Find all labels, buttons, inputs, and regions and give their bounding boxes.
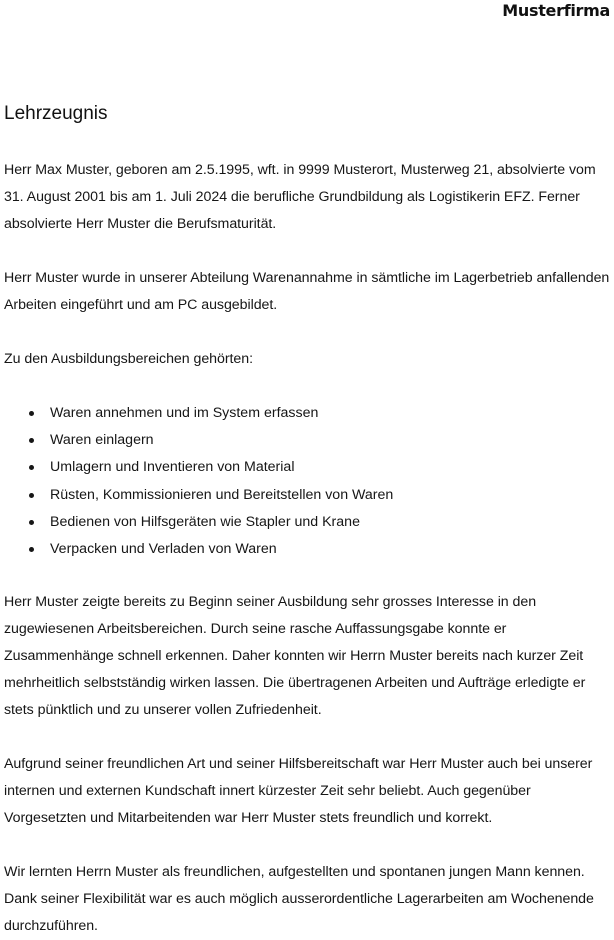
bullet-icon [29, 438, 34, 443]
company-name: Musterfirma [502, 1, 610, 20]
bullet-icon [29, 547, 34, 552]
list-item [4, 454, 604, 481]
bullet-icon [29, 520, 34, 525]
training-areas-list [4, 400, 604, 563]
bullet-icon [29, 411, 34, 416]
list-item-label: Verpacken und Verladen von Waren [50, 540, 277, 557]
paragraph-performance: Herr Muster zeigte bereits zu Beginn seiner Ausbildung sehr grosses Interesse in den zugewiesenen Arbeitsbereichen. Durch seine rasche Auffassungsgabe konnte er Zusammenhänge schnell erkennen. Daher konnten wir Herrn Muster bereits nach kurzer Zeit mehrheitlich selbstständig wirken lassen. Die übertragenen Arbeiten und Aufträge erledigte er stets pünktlich und zu unserer vollen Zufriedenheit. [4, 594, 586, 718]
paragraph-training-areas-intro: Zu den Ausbildungsbereichen gehörten: [4, 351, 253, 367]
paragraph-behaviour: Aufgrund seiner freundlichen Art und seiner Hilfsbereitschaft war Herr Muster auch bei unserer internen und externen Kundschaft innert kürzester Zeit sehr beliebt. Auch gegenüber Vorgesetzten und Mitarbeitenden war Herr Muster stets freundlich und korrekt. [4, 756, 593, 826]
list-item-label: Umlagern und Inventieren von Material [50, 459, 295, 476]
paragraph-department: Herr Muster wurde in unserer Abteilung Warenannahme in sämtliche im Lagerbetrieb anfallenden Arbeiten eingeführt und am PC ausgebildet. [4, 270, 610, 313]
list-item [4, 509, 604, 536]
paragraph-personality: Wir lernten Herrn Muster als freundlichen, aufgestellten und spontanen jungen Mann kennen. Dank seiner Flexibilität war es auch möglich ausserordentliche Lagerarbeiten am Wochenende durchzuführen. [4, 864, 594, 934]
bullet-icon [29, 493, 34, 498]
list-item-label: Waren einlagern [50, 432, 154, 449]
list-item [4, 536, 604, 563]
bullet-icon [29, 465, 34, 470]
list-item-label: Bedienen von Hilfsgeräten wie Stapler und Krane [50, 513, 360, 530]
list-item [4, 482, 604, 509]
list-item [4, 427, 604, 454]
list-item [4, 400, 604, 427]
document-title: Lehrzeugnis [4, 103, 108, 124]
list-item-label: Rüsten, Kommissionieren und Bereitstellen von Waren [50, 486, 394, 503]
paragraph-personal-data: Herr Max Muster, geboren am 2.5.1995, wft. in 9999 Musterort, Musterweg 21, absolvierte vom 31. August 2001 bis am 1. Juli 2024 die berufliche Grundbildung als Logistikerin EFZ. Ferner absolvierte Herr Muster die Berufsmaturität. [4, 162, 596, 232]
list-item-label: Waren annehmen und im System erfassen [50, 405, 319, 421]
